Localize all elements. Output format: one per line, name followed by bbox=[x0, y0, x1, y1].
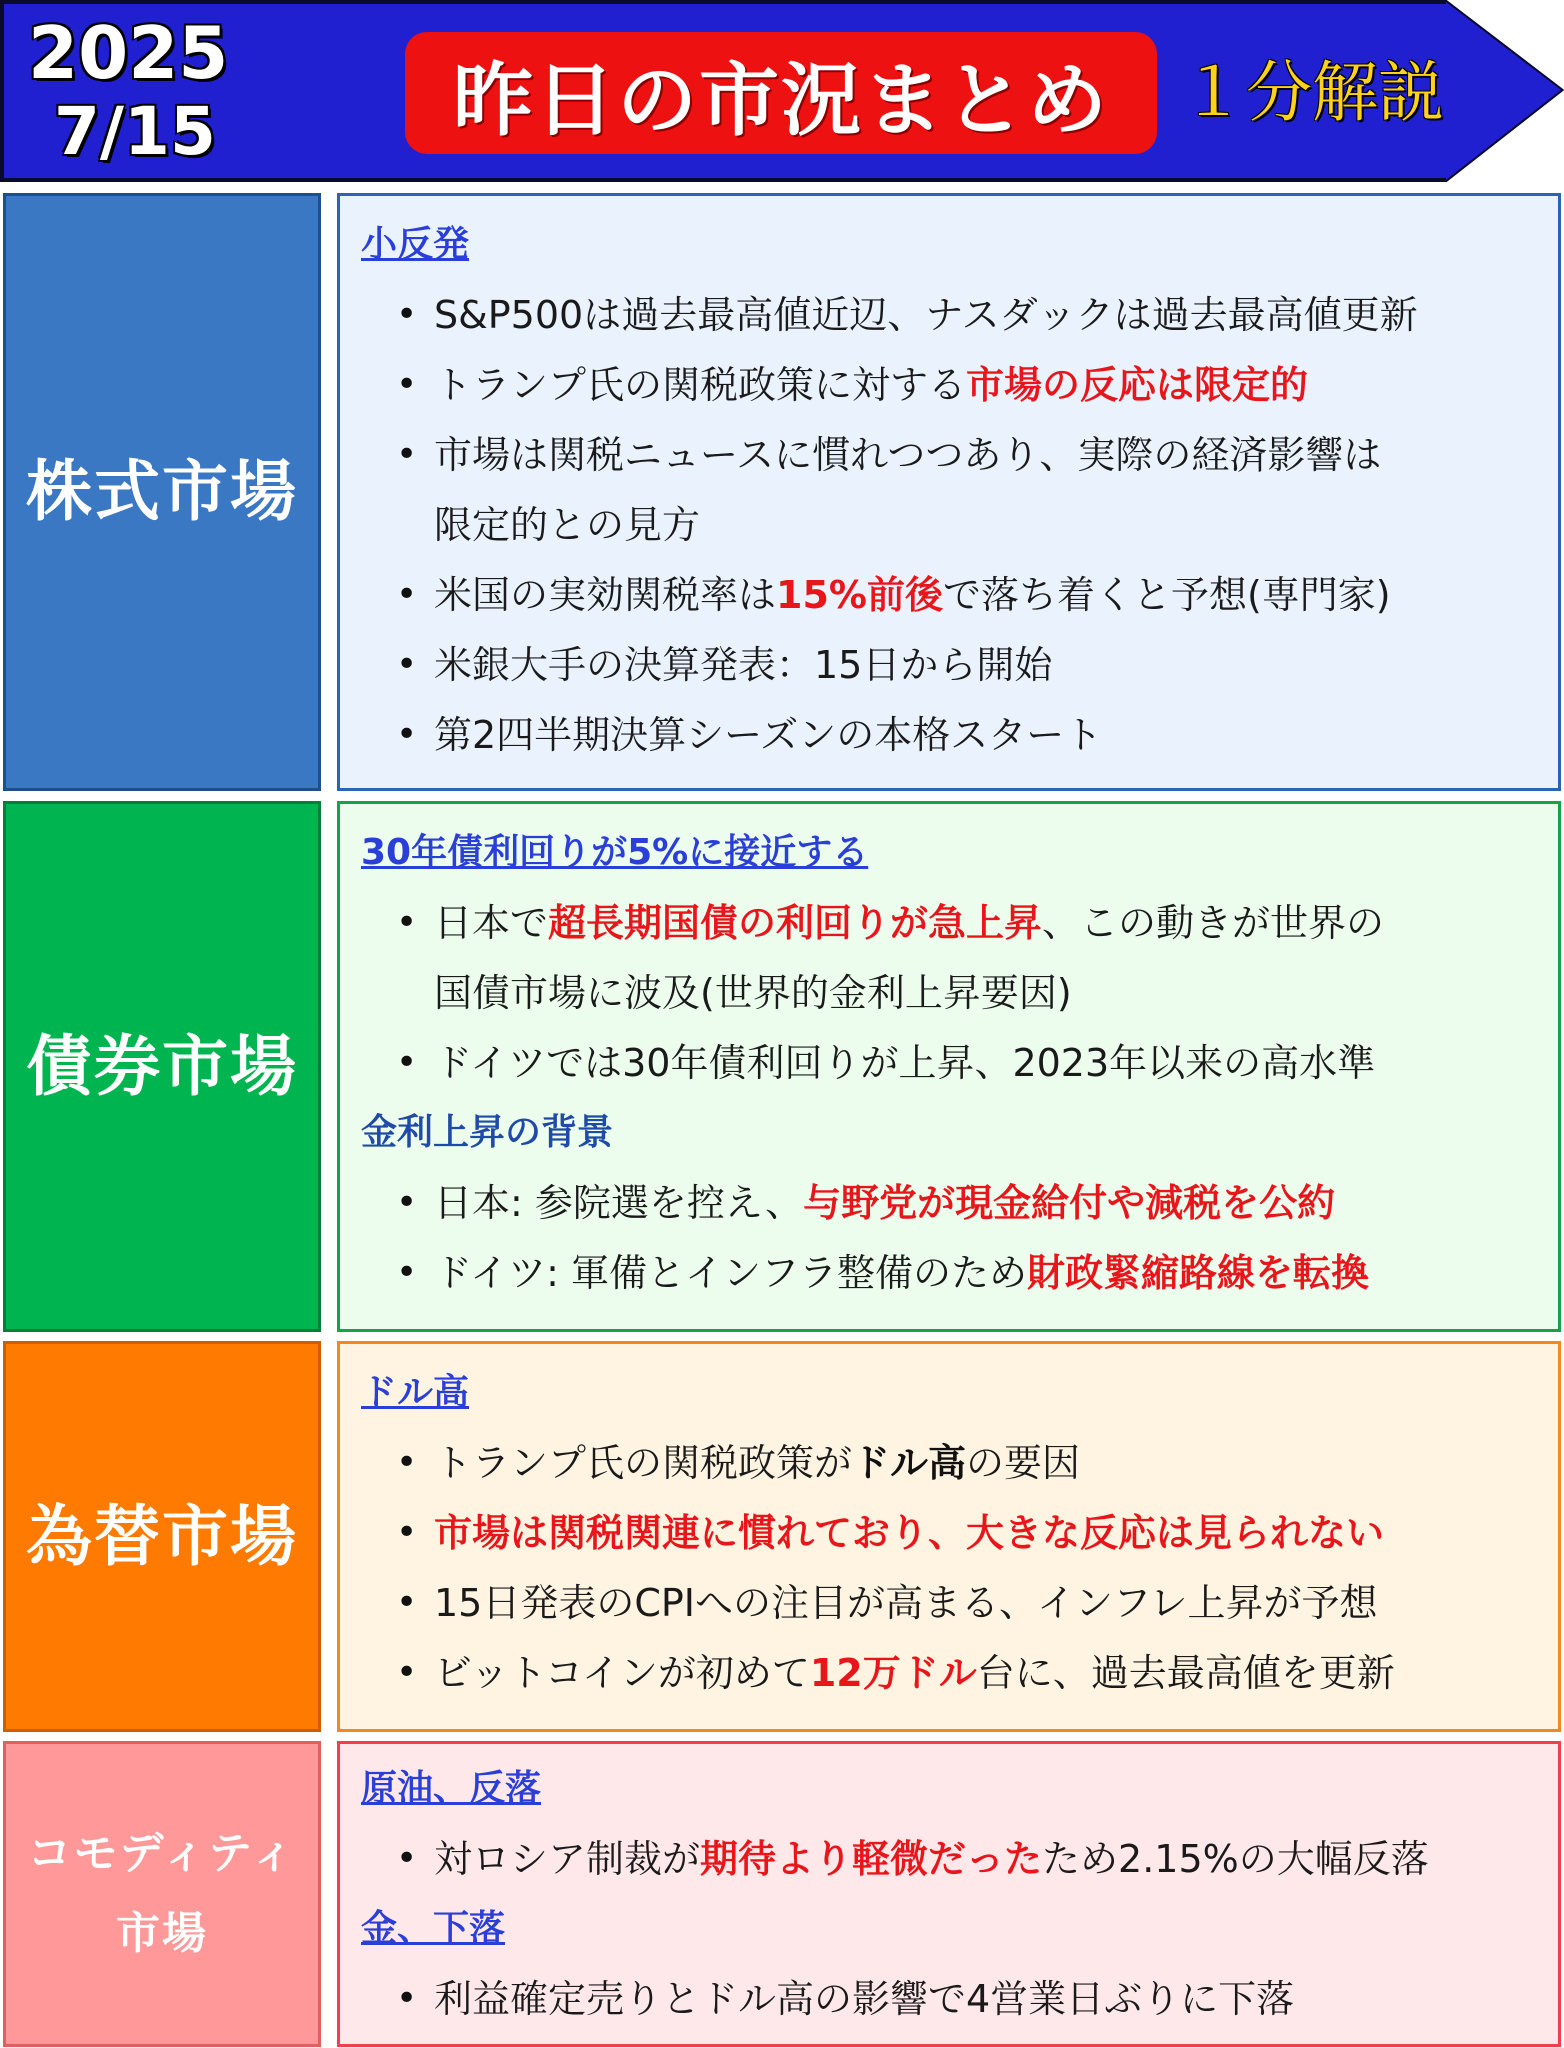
list-item: • 15日発表のCPIへの注目が高まる、インフレ上昇が予想 bbox=[361, 1568, 1538, 1638]
date-text: 7/15 bbox=[54, 93, 216, 170]
stock-market-label: 株式市場 bbox=[26, 453, 298, 530]
list-item: • ドイツ: 軍備とインフラ整備のため財政緊縮路線を転換 bbox=[361, 1238, 1538, 1308]
list-item: • 対ロシア制裁が期待より軽微だったため2.15%の大幅反落 bbox=[361, 1824, 1538, 1894]
fx-market-content bbox=[337, 1341, 1561, 1732]
fx-heading: ドル高 bbox=[361, 1372, 470, 1413]
commodity-bullet-list bbox=[361, 1824, 1538, 1894]
list-item: • 米銀大手の決算発表：15日から開始 bbox=[361, 630, 1538, 700]
bond-heading-2: 金利上昇の背景 bbox=[361, 1112, 614, 1153]
header-banner bbox=[0, 0, 1564, 184]
commodity-heading: 原油、反落 bbox=[361, 1768, 542, 1809]
year-text: 2025 bbox=[28, 11, 229, 95]
page-subtitle: １分解説 bbox=[1180, 54, 1444, 131]
stock-market-label-box bbox=[3, 193, 321, 791]
page-title: 昨日の市況まとめ bbox=[453, 53, 1109, 147]
fx-bullet-list bbox=[361, 1428, 1538, 1708]
list-item: • ドイツでは30年債利回りが上昇、2023年以来の高水準 bbox=[361, 1028, 1538, 1098]
list-item: • S&P500は過去最高値近辺、ナスダックは過去最高値更新 bbox=[361, 280, 1538, 350]
list-item: • トランプ氏の関税政策がドル高の要因 bbox=[361, 1428, 1538, 1498]
commodity-bullet-list-2 bbox=[361, 1964, 1538, 2034]
list-item: • 市場は関税ニュースに慣れつつあり、実際の経済影響は 限定的との見方 bbox=[361, 420, 1538, 560]
title-box bbox=[405, 32, 1157, 154]
bond-heading: 30年債利回りが5%に接近する bbox=[361, 832, 869, 873]
bond-bullet-list-2 bbox=[361, 1168, 1538, 1308]
list-item: • 米国の実効関税率は15%前後で落ち着くと予想(専門家) bbox=[361, 560, 1538, 630]
list-item: • 利益確定売りとドル高の影響で4営業日ぶりに下落 bbox=[361, 1964, 1538, 2034]
fx-market-label: 為替市場 bbox=[26, 1497, 298, 1575]
commodity-heading-2: 金、下落 bbox=[361, 1908, 506, 1949]
commodity-market-label: コモディティ 市場 bbox=[27, 1828, 297, 1959]
list-item: • トランプ氏の関税政策に対する市場の反応は限定的 bbox=[361, 350, 1538, 420]
list-item: • ビットコインが初めて12万ドル台に、過去最高値を更新 bbox=[361, 1638, 1538, 1708]
list-item: • 日本で超長期国債の利回りが急上昇、この動きが世界の 国債市場に波及(世界的金利上昇要因) bbox=[361, 888, 1538, 1028]
list-item: • 第2四半期決算シーズンの本格スタート bbox=[361, 700, 1538, 770]
bond-market-content bbox=[337, 801, 1561, 1332]
commodity-market-label-box bbox=[3, 1741, 321, 2047]
bond-market-label: 債券市場 bbox=[26, 1027, 298, 1105]
bond-bullet-list bbox=[361, 888, 1538, 1098]
stock-market-content bbox=[337, 193, 1561, 791]
stock-heading: 小反発 bbox=[361, 224, 470, 265]
fx-market-label-box bbox=[3, 1341, 321, 1732]
commodity-market-content bbox=[337, 1741, 1561, 2047]
stock-bullet-list bbox=[361, 280, 1538, 770]
list-item: • 日本: 参院選を控え、与野党が現金給付や減税を公約 bbox=[361, 1168, 1538, 1238]
bond-market-label-box bbox=[3, 801, 321, 1332]
list-item: • 市場は関税関連に慣れており、大きな反応は見られない bbox=[361, 1498, 1538, 1568]
